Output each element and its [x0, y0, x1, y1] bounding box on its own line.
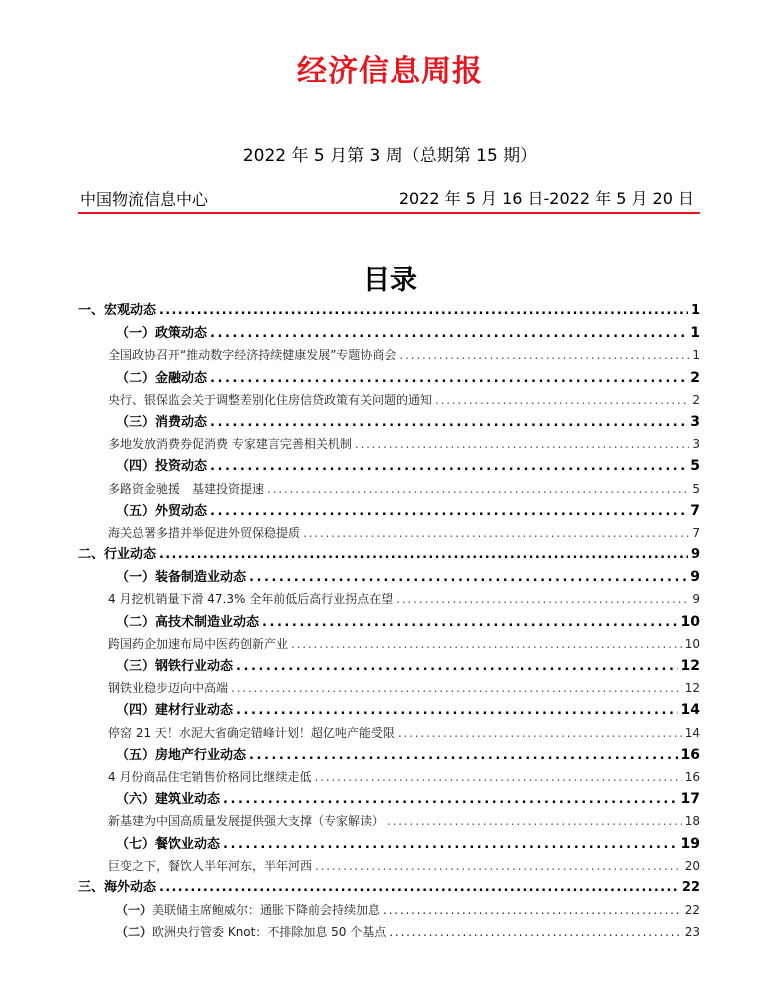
toc-heading: 目录	[363, 265, 417, 296]
toc-leader	[315, 855, 682, 877]
toc-article[interactable]	[78, 588, 700, 610]
toc-entry-number: （二）	[116, 925, 153, 940]
toc-page-number: 7	[692, 525, 700, 540]
toc-subsection-finance[interactable]	[78, 367, 700, 389]
toc-section-overseas[interactable]	[78, 877, 700, 899]
toc-page-number: 18	[684, 814, 700, 829]
toc-article[interactable]	[78, 899, 700, 921]
toc-leader	[159, 877, 679, 899]
toc-entry-label: 三、海外动态	[78, 879, 157, 895]
toc-page-number: 22	[684, 903, 700, 918]
toc-entry-number: （一）	[116, 903, 153, 918]
toc-leader	[210, 368, 687, 390]
toc-page-number: 3	[690, 413, 700, 430]
toc-subsection-equipment[interactable]	[78, 566, 700, 588]
toc-page-number: 9	[690, 547, 700, 563]
toc-article[interactable]	[78, 722, 700, 744]
toc-leader	[399, 344, 689, 366]
toc-entry-label: 多路资金驰援 基建投资提速	[108, 481, 265, 496]
toc-leader	[210, 456, 687, 478]
toc-leader	[249, 567, 687, 589]
toc-article[interactable]	[78, 677, 700, 699]
toc-leader	[210, 412, 687, 434]
toc-leader	[223, 789, 678, 811]
date-range: 2022 年 5 月 16 日-2022 年 5 月 20 日	[398, 189, 694, 208]
toc-leader	[355, 433, 690, 455]
toc-page-number: 22	[681, 879, 700, 895]
toc-entry-label: （七）餐饮业动态	[116, 836, 221, 852]
toc-entry-label: （五）外贸动态	[116, 503, 208, 519]
toc-subsection-investment[interactable]	[78, 455, 700, 477]
toc-leader	[231, 677, 682, 699]
toc-article[interactable]	[78, 810, 700, 832]
toc-page-number: 1	[690, 325, 700, 342]
toc-leader	[159, 544, 688, 566]
toc-entry-label: 欧洲央行管委 Knot：不排除加息 50 个基点	[152, 925, 387, 940]
toc-page-number: 5	[690, 458, 700, 475]
toc-subsection-hightech[interactable]	[78, 611, 700, 633]
toc-entry-label: 央行、银保监会关于调整差别化住房信贷政策有关问题的通知	[108, 392, 433, 407]
toc-entry-label: 二、行业动态	[78, 547, 157, 563]
toc-leader	[314, 766, 681, 788]
toc-leader	[236, 656, 678, 678]
toc-page-number: 2	[690, 369, 700, 386]
toc-page-number: 1	[690, 303, 700, 318]
toc-entry-label: 多地发放消费券促消费 专家建言完善相关机制	[108, 437, 352, 452]
toc-leader	[236, 700, 678, 722]
issue-period: 2022 年 5 月第 3 周（总期第 15 期）	[242, 146, 538, 166]
toc-page-number: 14	[680, 702, 700, 719]
toc-article[interactable]	[78, 478, 700, 500]
toc-article[interactable]	[78, 389, 700, 411]
toc-subsection-real-estate[interactable]	[78, 744, 700, 766]
toc-entry-label: （六）建筑业动态	[116, 792, 221, 808]
toc-subsection-policy[interactable]	[78, 322, 700, 344]
toc-page-number: 2	[692, 392, 700, 407]
toc-entry-label: 钢铁业稳步迈向中高端	[108, 681, 229, 696]
toc-leader	[223, 834, 678, 856]
toc-article[interactable]	[78, 522, 700, 544]
toc-entry-label: 海关总署多措并举促进外贸保稳提质	[108, 525, 301, 540]
toc-entry-label: 4 月份商品住宅销售价格同比继续走低	[108, 769, 312, 784]
toc-entry-label: 美联储主席鲍威尔：通胀下降前会持续加息	[152, 903, 381, 918]
toc-entry-label: 巨变之下，餐饮人半年河东，半年河西	[108, 858, 313, 873]
toc-page-number: 9	[692, 592, 700, 607]
toc-page-number: 16	[684, 769, 700, 784]
toc-leader	[249, 745, 678, 767]
toc-article[interactable]	[78, 344, 700, 366]
toc-page-number: 17	[680, 791, 700, 808]
toc-leader	[267, 478, 689, 500]
toc-entry-label: （五）房地产行业动态	[116, 747, 247, 763]
toc-subsection-consumption[interactable]	[78, 411, 700, 433]
report-title: 经济信息周报	[297, 54, 483, 89]
toc-page-number: 23	[684, 925, 700, 940]
toc-entry-label: （四）建材行业动态	[116, 703, 234, 719]
toc-entry-label: （三）消费动态	[116, 414, 208, 430]
toc-leader	[210, 323, 687, 345]
toc-leader	[435, 389, 689, 411]
toc-page-number: 10	[680, 613, 700, 630]
toc-subsection-catering[interactable]	[78, 833, 700, 855]
toc-page-number: 10	[684, 636, 700, 651]
toc-leader	[396, 588, 689, 610]
toc-page-number: 1	[692, 348, 700, 363]
toc-entry-label: 全国政协召开“推动数字经济持续健康发展”专题协商会	[108, 348, 397, 363]
toc-leader	[303, 522, 689, 544]
toc-leader	[383, 899, 682, 921]
toc-leader	[291, 633, 682, 655]
toc-entry-label: （一）政策动态	[116, 326, 208, 342]
toc-entry-label: （二）金融动态	[116, 370, 208, 386]
toc-entry-label: 跨国药企加速布局中医药创新产业	[108, 636, 289, 651]
toc-entry-label: 4 月挖机销量下滑 47.3% 全年前低后高行业拐点在望	[108, 592, 394, 607]
toc-page-number: 16	[680, 746, 700, 763]
organization-name: 中国物流信息中心	[80, 190, 209, 209]
toc-page-number: 12	[680, 658, 700, 674]
toc-article[interactable]	[78, 633, 700, 655]
toc-entry-label: （一）装备制造业动态	[116, 570, 247, 586]
toc-page-number: 19	[680, 835, 700, 852]
toc-entry-label: （四）投资动态	[116, 459, 208, 475]
toc-leader	[398, 722, 682, 744]
toc-section-industry[interactable]	[78, 544, 700, 566]
toc-page-number: 5	[692, 481, 700, 496]
toc-entry-label: 一、宏观动态	[78, 303, 157, 318]
toc-leader	[159, 300, 688, 322]
toc-leader	[210, 501, 687, 523]
toc-page-number: 9	[690, 569, 700, 586]
toc-article[interactable]	[78, 855, 700, 877]
toc-section-macro[interactable]	[78, 300, 700, 322]
toc-page-number: 7	[690, 502, 700, 519]
table-of-contents	[78, 300, 700, 943]
toc-page-number: 3	[692, 437, 700, 452]
toc-subsection-building-materials[interactable]	[78, 699, 700, 721]
toc-entry-label: （三）钢铁行业动态	[116, 659, 234, 674]
toc-leader	[387, 810, 682, 832]
toc-page-number: 14	[684, 725, 700, 740]
toc-article[interactable]	[78, 921, 700, 943]
toc-entry-label: 停窑 21 天！水泥大省确定错峰计划！超亿吨产能受限	[108, 725, 395, 740]
toc-entry-label: 新基建为中国高质量发展提供强大支撑（专家解读）	[108, 814, 385, 829]
toc-article[interactable]	[78, 433, 700, 455]
toc-subsection-construction[interactable]	[78, 788, 700, 810]
toc-subsection-steel[interactable]	[78, 655, 700, 677]
toc-article[interactable]	[78, 766, 700, 788]
toc-entry-label: （二）高技术制造业动态	[116, 614, 260, 630]
toc-page-number: 12	[684, 681, 700, 696]
toc-leader	[389, 921, 681, 943]
toc-leader	[262, 612, 678, 634]
toc-page-number: 20	[684, 858, 700, 873]
header-divider	[78, 212, 700, 214]
toc-subsection-trade[interactable]	[78, 500, 700, 522]
